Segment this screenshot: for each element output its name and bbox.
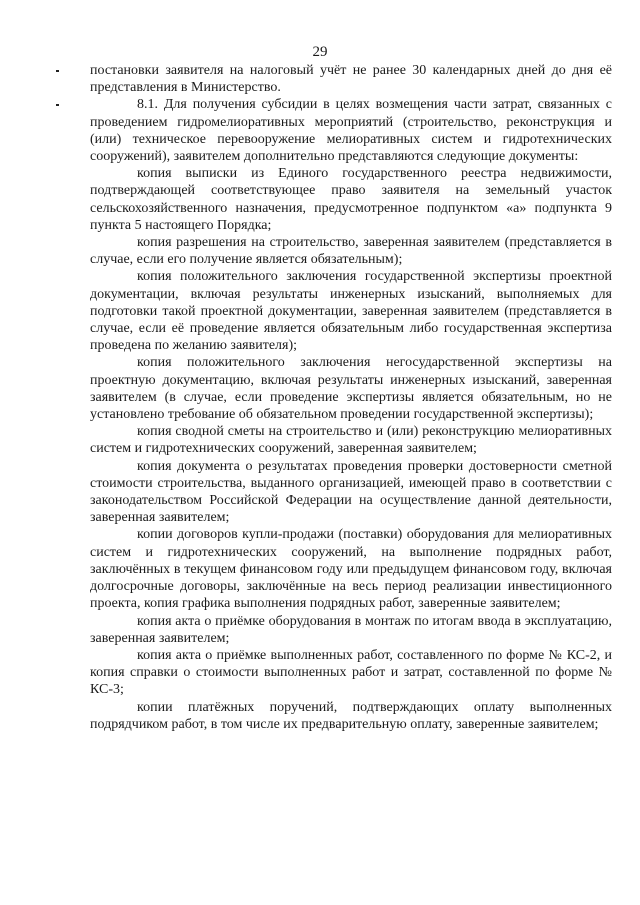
list-item: копии договоров купли-продажи (поставки) оборудования для мелиоративных систем и гидротехнических сооружений, на выполнение подрядных работ, заключённых в текущем финансовом году или предыдущем финансовом году, включая долгосрочные договоры, заключённые на весь период реализации инвестиционного проекта, копия графика выполнения подрядных работ, заверенные заявителем; (90, 527, 612, 612)
list-item: копия положительного заключения государственной экспертизы проектной документации, включая результаты инженерных изысканий, выполняемых для подготовки такой проектной документации, заверенная заявителем (представляется в случае, если её проведение является обязательным либо государственная экспертиза проведена по желанию заявителя); (90, 269, 612, 354)
margin-mark (56, 70, 59, 72)
list-item: копия акта о приёмке выполненных работ, составленного по форме № КС-2, и копия справки о стоимости выполненных работ и затрат, составленной по форме № КС-3; (90, 647, 612, 698)
paragraph-8-1: 8.1. Для получения субсидии в целях возмещения части затрат, связанных с проведением гидромелиоративных мероприятий (строительство, реконструкция и (или) техническое перевооружение мелиоративных систем и гидротехнических сооружений), заявителем дополнительно представляются следующие документы: (90, 97, 612, 165)
margin-mark (56, 104, 59, 106)
list-item: копия сводной сметы на строительство и (или) реконструкцию мелиоративных систем и гидротехнических сооружений, заверенная заявителем; (90, 424, 612, 457)
list-item: копия разрешения на строительство, заверенная заявителем (представляется в случае, если его получение является обязательным); (90, 235, 612, 268)
list-item: копия положительного заключения негосударственной экспертизы на проектную документацию, включая результаты инженерных изысканий, заверенная заявителем (в случае, если проведение экспертизы является обязательным, но не установлено требование об обязательном проведении государственной экспертизы); (90, 355, 612, 423)
list-item: копия выписки из Единого государственного реестра недвижимости, подтверждающей соответствующее право заявителя на земельный участок сельскохозяйственного назначения, предусмотренное подпунктом «а» подпункта 9 пункта 5 настоящего Порядка; (90, 166, 612, 233)
list-item: копии платёжных поручений, подтверждающих оплату выполненных подрядчиком работ, в том числе их предварительную оплату, заверенные заявителем; (90, 699, 612, 732)
paragraph-continuation: постановки заявителя на налоговый учёт не ранее 30 календарных дней до дня её представления в Министерство. (90, 63, 612, 96)
list-item: копия акта о приёмке оборудования в монтаж по итогам ввода в эксплуатацию, заверенная заявителем; (90, 613, 612, 646)
page-number: 29 (312, 44, 328, 60)
list-item: копия документа о результатах проведения проверки достоверности сметной стоимости строительства, выданного организацией, имеющей право в соответствии с законодательством Российской Федерации на осуществление данной деятельности, заверенная заявителем; (90, 458, 612, 526)
document-body (90, 62, 612, 733)
